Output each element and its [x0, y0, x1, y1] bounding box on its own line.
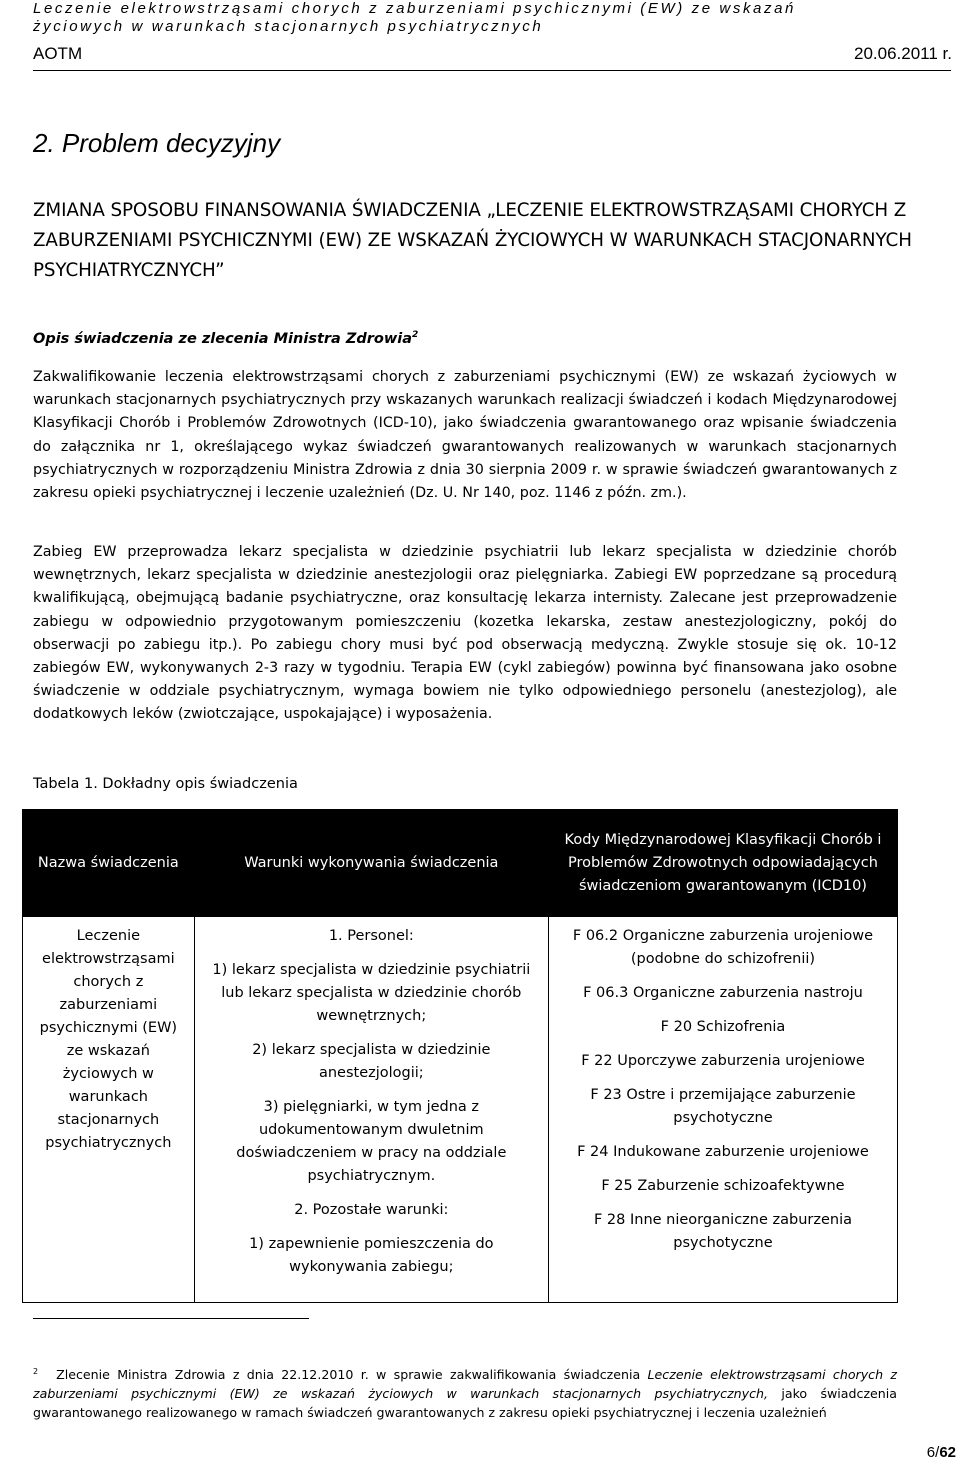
section-heading: 2. Problem decyzyjny	[33, 128, 281, 158]
footnote-text-part-2: jako świadczenia gwarantowanego realizowanego w ramach świadczeń gwarantowanych z zakresu opieki psychiatrycznej i leczenia uzależnień	[33, 1386, 898, 1421]
document-running-title	[33, 0, 933, 36]
cell-icd10-codes	[548, 917, 897, 1303]
footnote-text-part-1: Zlecenie Ministra Zdrowia z dnia 22.12.2010 r. w sprawie zakwalifikowania świadczenia	[56, 1367, 648, 1383]
cell-service-name: Leczenie elektrowstrząsami chorych z zaburzeniami psychicznymi (EW) ze wskazań życiowych w warunkach stacjonarnych psychiatrycznych	[23, 917, 195, 1303]
footnote-text-italic: Leczenie elektrowstrząsami chorych z zaburzeniami psychicznymi (EW) ze wskazań życiowych w warunkach stacjonarnych psychiatrycznych,	[33, 1367, 897, 1402]
table-caption: Tabela 1. Dokładny opis świadczenia	[33, 776, 298, 792]
footnote	[33, 1362, 897, 1422]
condition-item: 2) lekarz specjalista w dziedzinie anestezjologii;	[252, 1042, 491, 1081]
page-separator: /	[935, 1444, 940, 1461]
subheading	[33, 330, 418, 347]
header-organization: AOTM	[33, 44, 83, 63]
paragraph-procedure: Zabieg EW przeprowadza lekarz specjalista w dziedzinie psychiatrii lub lekarz specjalista w dziedzinie chorób wewnętrznych, lekarz specjalista w dziedzinie anestezjologii oraz pielęgniarka. Zabiegi EW poprzedzane są procedurą kwalifikującą, obejmującą badanie psychiatryczne, oraz konsultację lekarza internisty. Zalecane jest przeprowadzenie zabiegu w odpowiednio przygotowanym pomieszczeniu (kozetka lekarska, zestaw anestezjologiczny, pokój do obserwacji po zabiegu itp.). Po zabiegu chory musi być pod obserwacją medyczną. Zwykle stosuje się ok. 10-12 zabiegów EW, wykonywanych 2-3 razy w tygodniu. Terapia EW (cykl zabiegów) powinna być finansowana jako osobne świadczenie w oddziale psychiatrycznym, wymaga bowiem nie tylko odpowiedniego personelu (anestezjolog), ale dodatkowych leków (zwiotczające, uspokajające) i wyposażenia.	[33, 544, 897, 723]
table-row	[23, 917, 898, 1303]
header-date: 20.06.2011 r.	[854, 44, 952, 63]
paragraph-qualification: Zakwalifikowanie leczenia elektrowstrząsami chorych z zaburzeniami psychicznymi (EW) ze wskazań życiowych w warunkach stacjonarnych psychiatrycznych przy wskazanych warunkach realizacji świadczeń i kodach Międzynarodowej Klasyfikacji Chorób i Problemów Zdrowotnych (ICD-10), jako świadczenia gwarantowanego oraz wpisanie świadczenia do załącznika nr 1, określającego wykaz świadczeń gwarantowanych realizowanych w warunkach stacjonarnych psychiatrycznych w rozporządzeniu Ministra Zdrowia z dnia 30 sierpnia 2009 r. w sprawie świadczeń gwarantowanych z zakresu opieki psychiatrycznej i leczenie uzależnień (Dz. U. Nr 140, poz. 1146 z późn. zm.).	[33, 369, 897, 502]
cell-conditions	[194, 917, 548, 1303]
header-conditions: Warunki wykonywania świadczenia	[194, 810, 548, 917]
icd10-code-item: F 20 Schizofrenia	[660, 1019, 786, 1035]
table-header-row	[23, 810, 898, 917]
icd10-code-item: F 06.3 Organiczne zaburzenia nastroju	[583, 985, 863, 1001]
condition-item: 1) lekarz specjalista w dziedzinie psychiatrii lub lekarz specjalista w dziedzinie chorób wewnętrznych;	[212, 962, 531, 1024]
footnote-reference[interactable]: 2	[412, 330, 419, 340]
header-service-name: Nazwa świadczenia	[23, 810, 195, 917]
running-title-line-2: życiowych w warunkach stacjonarnych psychiatrycznych	[33, 18, 544, 35]
condition-item: 3) pielęgniarki, w tym jedna z udokumentowanym dwuletnim doświadczeniem w pracy na oddziale psychiatrycznym.	[236, 1099, 507, 1184]
page-number	[927, 1444, 956, 1461]
header-divider	[33, 70, 951, 71]
page-total: 62	[939, 1444, 956, 1461]
service-description-table	[22, 809, 898, 1303]
condition-item: 1) zapewnienie pomieszczenia do wykonywania zabiegu;	[249, 1236, 494, 1275]
icd10-code-item: F 24 Indukowane zaburzenie urojeniowe	[577, 1144, 869, 1160]
icd10-code-item: F 06.2 Organiczne zaburzenia urojeniowe (podobne do schizofrenii)	[572, 928, 874, 967]
condition-item: 1. Personel:	[328, 928, 414, 944]
icd10-code-item: F 22 Uporczywe zaburzenia urojeniowe	[581, 1053, 865, 1069]
running-title-line-1: Leczenie elektrowstrząsami chorych z zaburzeniami psychicznymi (EW) ze wskazań	[33, 0, 796, 17]
icd10-code-item: F 23 Ostre i przemijające zaburzenie psychotyczne	[590, 1087, 856, 1126]
header-icd10-codes: Kody Międzynarodowej Klasyfikacji Chorób i Problemów Zdrowotnych odpowiadających świadczeniom gwarantowanym (ICD10)	[548, 810, 897, 917]
decision-title: ZMIANA SPOSOBU FINANSOWANIA ŚWIADCZENIA „LECZENIE ELEKTROWSTRZĄSAMI CHORYCH Z ZABURZENIAMI PSYCHICZNYMI (EW) ZE WSKAZAŃ ŻYCIOWYCH W WARUNKACH STACJONARNYCH PSYCHIATRYCZNYCH”	[33, 200, 912, 281]
footnote-mark: 2	[33, 1367, 39, 1376]
page-current: 6	[926, 1444, 936, 1461]
icd10-code-item: F 28 Inne nieorganiczne zaburzenia psychotyczne	[593, 1212, 852, 1251]
subheading-text: Opis świadczenia ze zlecenia Ministra Zdrowia	[33, 330, 413, 347]
icd10-code-item: F 25 Zaburzenie schizoafektywne	[601, 1178, 845, 1194]
condition-item: 2. Pozostałe warunki:	[294, 1202, 449, 1218]
footnote-separator	[33, 1318, 309, 1319]
